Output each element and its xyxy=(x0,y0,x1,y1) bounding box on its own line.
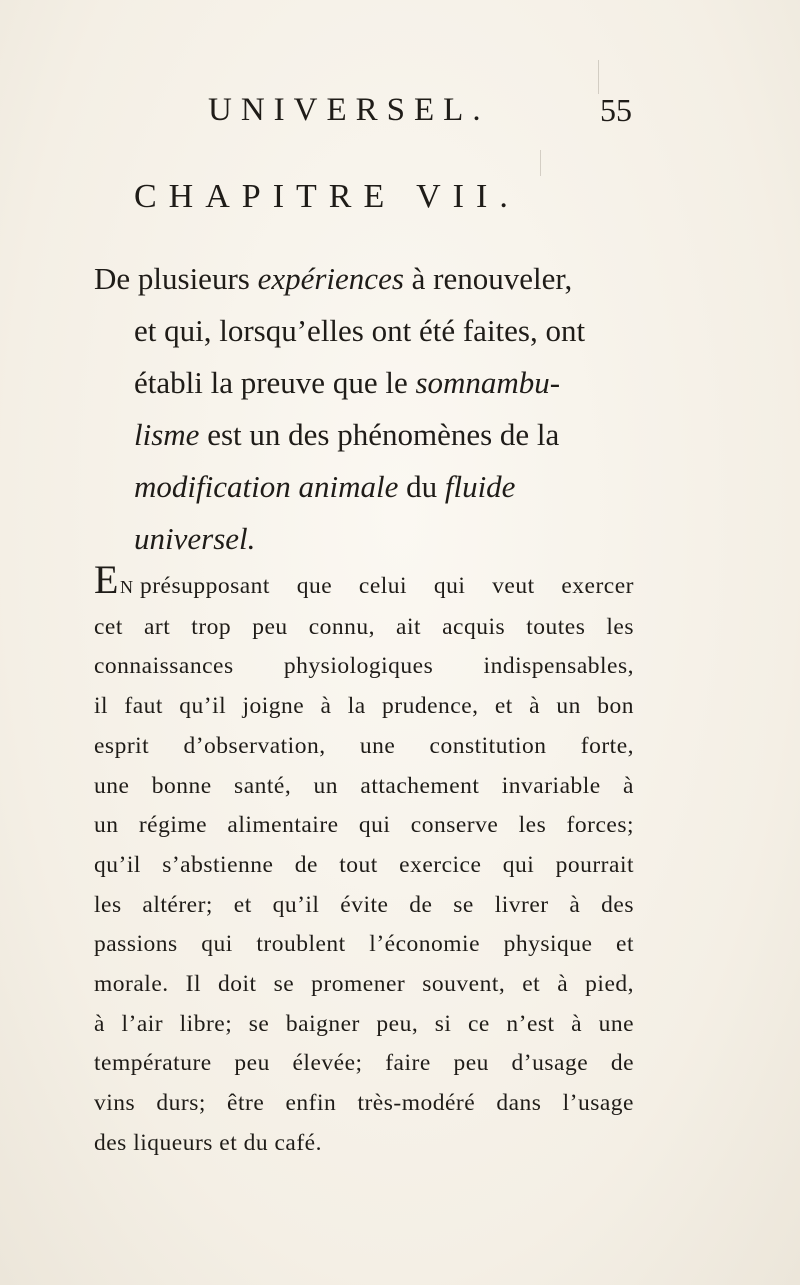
summary-line: De plusieurs expériences à renouveler, xyxy=(94,261,573,296)
body-line: un régime alimentaire qui conserve les forces; xyxy=(94,812,634,839)
body-line: des liqueurs et du café. xyxy=(94,1129,322,1156)
page-number: 55 xyxy=(600,92,632,128)
running-head: UNIVERSEL. xyxy=(208,92,490,128)
summary-line: universel. xyxy=(134,521,256,556)
body-line: morale. Il doit se promener souvent, et à pied, xyxy=(94,971,634,998)
body-line: qu’il s’abstienne de tout exercice qui pourrait xyxy=(94,851,634,878)
chapter-title: CHAPITRE VII. xyxy=(134,178,520,215)
body-line: une bonne santé, un attachement invariable à xyxy=(94,772,634,799)
body-line: les altérer; et qu’il évite de se livrer à des xyxy=(94,891,634,918)
drop-cap: E xyxy=(94,557,119,602)
body-line: vins durs; être enfin très-modéré dans l’usage xyxy=(94,1090,634,1117)
body-paragraph xyxy=(94,557,634,1164)
body-line: passions qui troublent l’économie physique et xyxy=(94,931,634,958)
body-line: EN présupposant que celui qui veut exercer xyxy=(94,557,634,602)
body-line: à l’air libre; se baigner peu, si ce n’est à une xyxy=(94,1010,634,1037)
body-line: connaissances physiologiques indispensables, xyxy=(94,653,634,680)
summary-line: modification animale du fluide xyxy=(134,469,516,504)
body-line: cet art trop peu connu, ait acquis toutes les xyxy=(94,613,634,640)
summary-line: et qui, lorsqu’elles ont été faites, ont xyxy=(134,313,586,348)
summary-line: établi la preuve que le somnambu- xyxy=(134,365,561,400)
body-line: il faut qu’il joigne à la prudence, et à un bon xyxy=(94,693,634,720)
show-through-mark xyxy=(540,150,541,176)
chapter-summary xyxy=(94,253,634,565)
body-line: température peu élevée; faire peu d’usage de xyxy=(94,1050,634,1077)
body-line: esprit d’observation, une constitution forte, xyxy=(94,732,634,759)
summary-line: lisme est un des phénomènes de la xyxy=(134,417,560,452)
show-through-mark xyxy=(598,60,599,94)
